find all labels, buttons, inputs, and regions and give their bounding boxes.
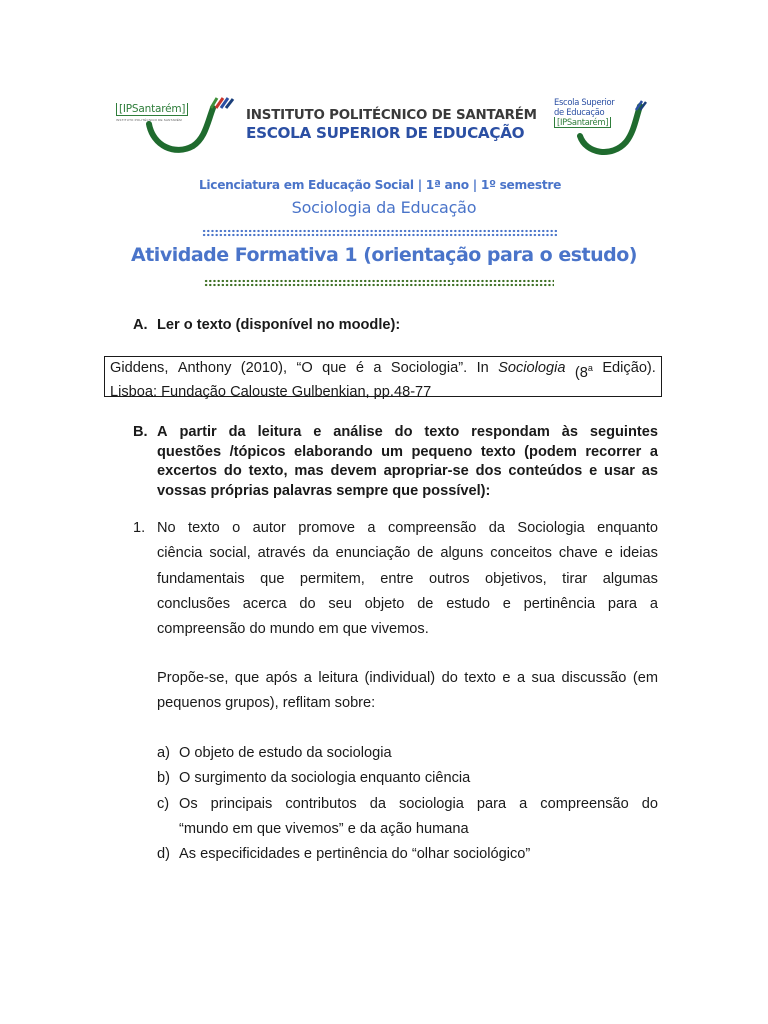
list-marker: b) [157, 770, 170, 787]
activity-title: Atividade Formativa 1 (orientação para o estudo) [131, 244, 637, 266]
book-title: Sociologia [498, 360, 566, 376]
dotted-divider-blue [202, 229, 558, 237]
ese-logo-line2: de Educação [554, 107, 605, 117]
list-item: a) O objeto de estudo da sociologia [157, 741, 658, 766]
ese-logo [552, 96, 647, 158]
section-b-line: vossas próprias palavras sempre que possível): [157, 482, 491, 499]
reflection-topics-list [157, 741, 658, 867]
section-b-line: A partir da leitura e análise do texto respondam às seguintes [157, 424, 658, 440]
reflection-intro [157, 666, 658, 717]
intro-line: Propõe-se, que após a leitura (individual) do texto e a sua discussão (em [157, 670, 658, 686]
section-a-text: Ler o texto (disponível no moodle): [157, 317, 401, 333]
list-item: d) As especificidades e pertinência do “olhar sociológico” [157, 842, 658, 867]
section-a-heading [133, 316, 400, 336]
list-item: c) Os principais contributos da sociologia para a compreensão do “mundo em que vivemos” e da ação humana [157, 792, 658, 843]
ipsantarem-logo [113, 94, 235, 156]
list-marker: d) [157, 846, 170, 863]
section-b-line: questões /tópicos elaborando um pequeno texto (podem recorrer a [157, 443, 658, 460]
question-line: No texto o autor promove a compreensão da Sociologia enquanto [157, 520, 658, 536]
section-b-line: excertos do texto, mas devem apropriar-se dos conteúdos e usar as [157, 463, 658, 479]
reference-line-1: Giddens, Anthony (2010), “O que é a Sociologia”. In Sociologia (8$^a$ Edição). [110, 360, 656, 381]
question-1 [133, 516, 658, 642]
course-info: Licenciatura em Educação Social | 1ª ano | 1º semestre [198, 178, 562, 192]
question-line: conclusões acerca do seu objeto de estudo e pertinência para a [157, 595, 658, 612]
reference-line-2: Lisboa: Fundação Calouste Gulbenkian, pp.48-77 [110, 384, 432, 401]
institute-header [246, 107, 536, 143]
institute-name: INSTITUTO POLITÉCNICO DE SANTARÉM [246, 108, 537, 123]
question-number: 1. [133, 520, 146, 536]
section-b-heading [133, 423, 658, 501]
list-marker: c) [157, 795, 170, 812]
question-line: fundamentais que permitem, entre outros objetivos, tirar algumas [157, 570, 658, 587]
swoosh-logo-icon [113, 94, 235, 156]
ipsantarem-brand-text: [IPSantarém] [116, 103, 188, 116]
section-a-label: A. [133, 317, 148, 333]
ese-logo-brand: [IPSantarém] [554, 117, 611, 128]
list-marker: a) [157, 745, 170, 761]
ese-swoosh-icon [552, 96, 647, 158]
subject-title: Sociologia da Educação [291, 198, 477, 217]
question-line: ciência social, através da enunciação de alguns conceitos chave e ideias [157, 545, 658, 562]
list-item: b) O surgimento da sociologia enquanto ciência [157, 766, 658, 791]
intro-line: pequenos grupos), reflitam sobre: [157, 695, 376, 712]
dotted-divider-green [204, 279, 554, 287]
ese-logo-line1: Escola Superior [554, 97, 615, 107]
ipsantarem-subtitle: INSTITUTO POLITÉCNICO DE SANTARÉM [116, 118, 182, 122]
question-line: compreensão do mundo em que vivemos. [157, 621, 429, 638]
reference-box [104, 356, 662, 401]
school-name: ESCOLA SUPERIOR DE EDUCAÇÃO [246, 124, 525, 142]
section-b-label: B. [133, 424, 148, 440]
